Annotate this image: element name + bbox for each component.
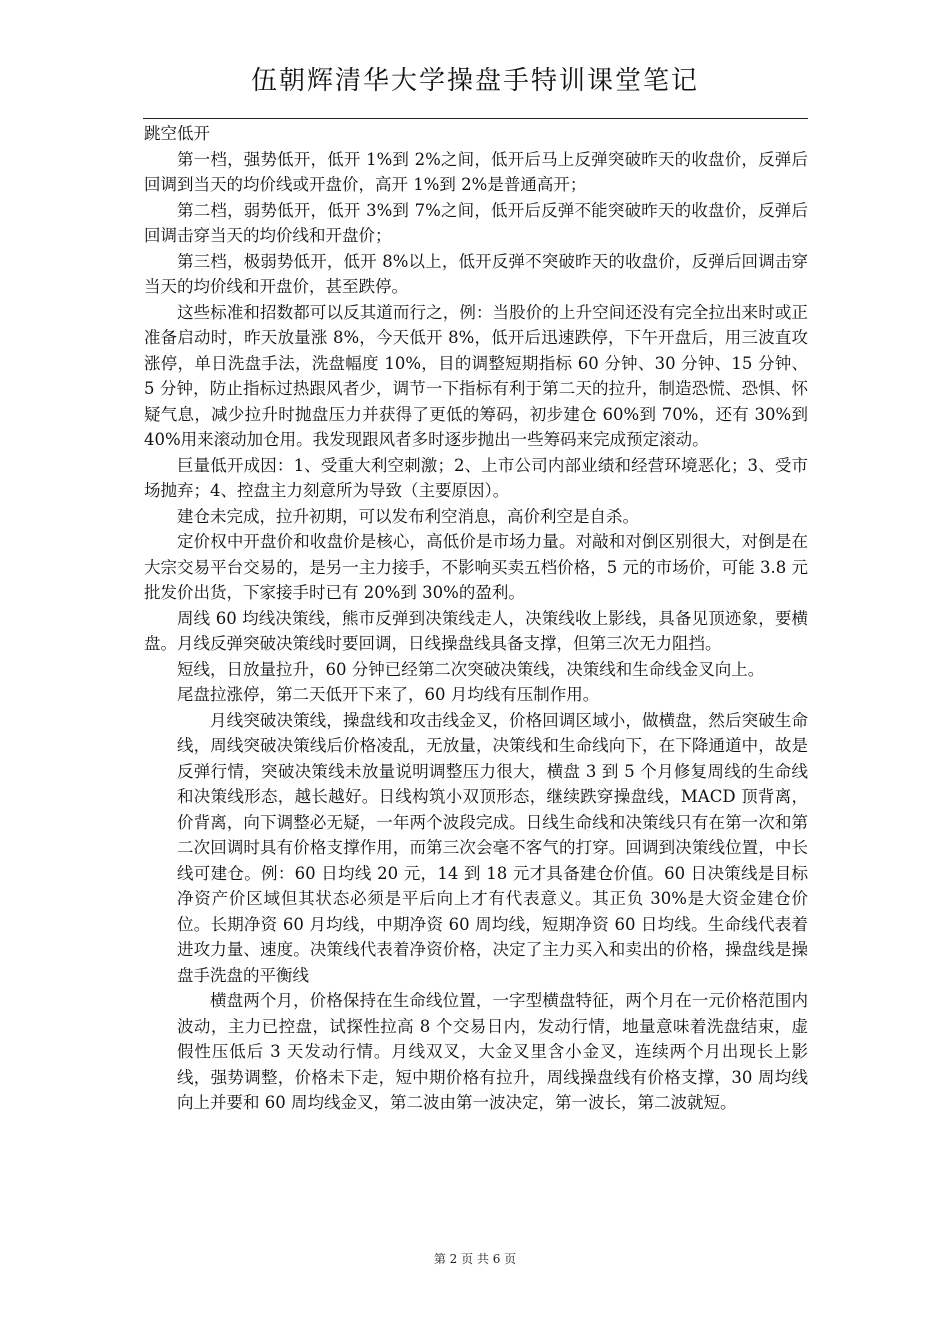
document-body <box>144 121 808 1116</box>
paragraph: 尾盘拉涨停，第二天低开下来了，60 月均线有压制作用。 <box>177 685 600 704</box>
paragraph: 短线，日放量拉升，60 分钟已经第二次突破决策线，决策线和生命线金叉向上。 <box>177 659 765 679</box>
paragraph: 横盘两个月，价格保持在生命线位置，一字型横盘特征，两个月在一元价格范围内波动，主力已控盘，试探性拉高 8 个交易日内，发动行情，地量意味着洗盘结束，虚假性压低后 3 天发动行情。月线双叉，大金叉里含小金叉，连续两个月出现长上影线，强势调整，价格未下走，短中期价格有拉升，周线操盘线有价格支撑，30 周均线向上并要和 60 周均线金叉，第二波由第一波决定，第一波长，第二波就短。 <box>177 991 808 1112</box>
indented-block <box>144 708 808 1116</box>
paragraph: 这些标准和招数都可以反其道而行之，例：当股价的上升空间还没有完全拉出来时或正准备启动时，昨天放量涨 8%，今天低开 8%，低开后迅速跌停，下午开盘后，用三波直攻涨停，单日洗盘手法，洗盘幅度 10%，目的调整短期指标 60 分钟、30 分钟、15 分钟、5 分钟，防止指标过热跟风者少，调节一下指标有利于第二天的拉升，制造恐慌、恐惧、怀疑气息，减少拉升时抛盘压力并获得了更低的筹码，初步建仓 60%到 70%，还有 30%到 40%用来滚动加仓用。我发现跟风者多时逐步抛出一些筹码来完成预定滚动。 <box>144 302 808 449</box>
paragraph: 建仓未完成，拉升初期，可以发布利空消息，高价利空是自杀。 <box>177 506 639 526</box>
header-divider <box>143 118 808 119</box>
paragraph: 第二档，弱势低开，低开 3%到 7%之间，低开后反弹不能突破昨天的收盘价，反弹后回调击穿当天的均价线和开盘价； <box>144 200 808 245</box>
paragraph: 周线 60 均线决策线，熊市反弹到决策线走人，决策线收上影线，具备见顶迹象，要横盘。月线反弹突破决策线时要回调，日线操盘线具备支撑，但第三次无力阻挡。 <box>144 608 808 653</box>
paragraph: 定价权中开盘价和收盘价是核心，高低价是市场力量。对敲和对倒区别很大，对倒是在大宗交易平台交易的，是另一主力接手，不影响买卖五档价格，5 元的市场价，可能 3.8 元批发价出货，下家接手时已有 20%到 30%的盈利。 <box>144 532 808 602</box>
paragraph: 巨量低开成因：1、受重大利空刺激；2、上市公司内部业绩和经营环境恶化；3、受市场抛弃；4、控盘主力刻意所为导致（主要原因）。 <box>144 455 808 500</box>
page-header-title: 伍朝辉清华大学操盘手特训课堂笔记 <box>250 66 699 96</box>
paragraph: 第三档，极弱势低开，低开 8%以上，低开反弹不突破昨天的收盘价，反弹后回调击穿当天的均价线和开盘价，甚至跌停。 <box>144 251 808 296</box>
section-heading: 跳空低开 <box>144 124 210 143</box>
paragraph: 第一档，强势低开，低开 1%到 2%之间，低开后马上反弹突破昨天的收盘价，反弹后回调到当天的均价线或开盘价，高开 1%到 2%是普通高开； <box>144 149 808 194</box>
paragraph: 月线突破决策线，操盘线和攻击线金叉，价格回调区域小，做横盘，然后突破生命线，周线突破决策线后价格凌乱，无放量，决策线和生命线向下，在下降通道中，故是反弹行情，突破决策线未放量说明调整压力很大，横盘 3 到 5 个月修复周线的生命线和决策线形态，越长越好。日线构筑小双顶形态，继续跌穿操盘线，MACD 顶背离，价背离，向下调整必无疑，一年两个波段完成。日线生命线和决策线只有在第一次和第二次回调时具有价格支撑作用，而第三次会毫不客气的打穿。回调到决策线位置，中长线可建仓。例：60 日均线 20 元，14 到 18 元才具备建仓价值。60 日决策线是目标净资产价区域但其状态必须是平后向上才有代表意义。其正负 30%是大资金建仓价位。长期净资 60 月均线，中期净资 60 周均线，短期净资 60 日均线。生命线代表着进攻力量、速度。决策线代表着净资价格，决定了主力买入和卖出的价格，操盘线是操盘手洗盘的平衡线 <box>177 710 808 985</box>
page-number: 第 2 页 共 6 页 <box>433 1252 517 1266</box>
